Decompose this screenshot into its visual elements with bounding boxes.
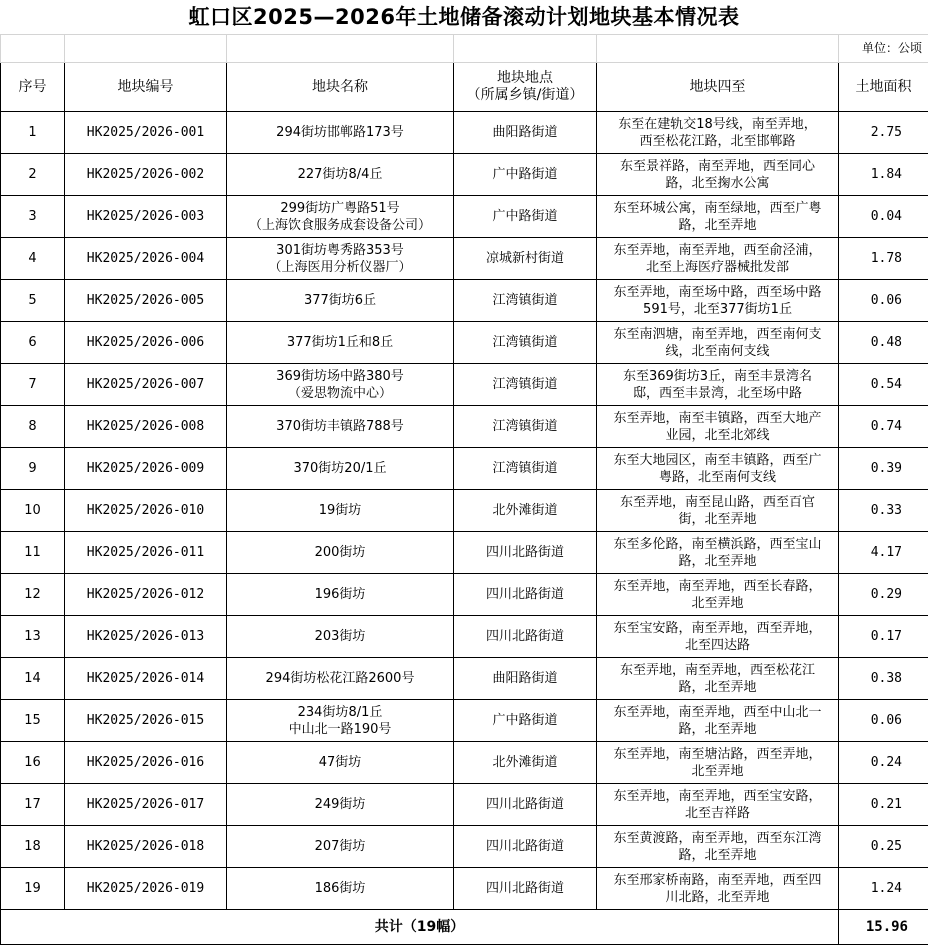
cell-boundary-line1: 东至弄地，南至塘沽路，西至弄地， bbox=[600, 746, 835, 763]
cell-boundary-line1: 东至弄地，南至弄地，西至长春路， bbox=[600, 578, 835, 595]
cell-location: 江湾镇街道 bbox=[454, 322, 597, 364]
table-row bbox=[1, 322, 928, 364]
cell-area: 0.21 bbox=[839, 784, 928, 826]
cell-area: 0.24 bbox=[839, 742, 928, 784]
header-location-line2: （所属乡镇/街道） bbox=[454, 87, 596, 104]
table-row bbox=[1, 196, 928, 238]
cell-boundary bbox=[597, 658, 839, 700]
cell-name-line1: 377街坊6丘 bbox=[227, 292, 453, 309]
cell-area: 0.48 bbox=[839, 322, 928, 364]
cell-name-line1: 294街坊邯郸路173号 bbox=[227, 124, 453, 141]
cell-boundary bbox=[597, 868, 839, 910]
cell-name bbox=[227, 616, 454, 658]
cell-boundary bbox=[597, 826, 839, 868]
cell-boundary-line1: 东至弄地，南至丰镇路，西至大地产 bbox=[600, 410, 835, 427]
cell-location: 曲阳路街道 bbox=[454, 658, 597, 700]
cell-boundary bbox=[597, 784, 839, 826]
table-row bbox=[1, 406, 928, 448]
cell-seq: 1 bbox=[1, 112, 65, 154]
cell-area: 1.78 bbox=[839, 238, 928, 280]
cell-boundary-line2: 路，北至掬水公寓 bbox=[600, 175, 835, 192]
cell-name-line1: 227街坊8/4丘 bbox=[227, 166, 453, 183]
table-row bbox=[1, 280, 928, 322]
cell-name-line1: 207街坊 bbox=[227, 838, 453, 855]
cell-boundary-line1: 东至弄地，南至弄地，西至中山北一 bbox=[600, 704, 835, 721]
cell-code: HK2025/2026-013 bbox=[65, 616, 227, 658]
cell-seq: 6 bbox=[1, 322, 65, 364]
cell-boundary bbox=[597, 700, 839, 742]
cell-location: 江湾镇街道 bbox=[454, 406, 597, 448]
cell-area: 0.54 bbox=[839, 364, 928, 406]
cell-code: HK2025/2026-002 bbox=[65, 154, 227, 196]
cell-code: HK2025/2026-001 bbox=[65, 112, 227, 154]
cell-code: HK2025/2026-017 bbox=[65, 784, 227, 826]
cell-code: HK2025/2026-003 bbox=[65, 196, 227, 238]
cell-name-line1: 47街坊 bbox=[227, 754, 453, 771]
cell-name bbox=[227, 154, 454, 196]
cell-name bbox=[227, 868, 454, 910]
cell-name bbox=[227, 742, 454, 784]
cell-boundary bbox=[597, 238, 839, 280]
cell-boundary-line2: 北至吉祥路 bbox=[600, 805, 835, 822]
cell-name-line1: 301街坊粤秀路353号 bbox=[227, 242, 453, 259]
total-area: 15.96 bbox=[839, 910, 928, 945]
cell-boundary bbox=[597, 532, 839, 574]
cell-seq: 12 bbox=[1, 574, 65, 616]
cell-code: HK2025/2026-005 bbox=[65, 280, 227, 322]
header-name: 地块名称 bbox=[227, 63, 454, 112]
cell-name bbox=[227, 700, 454, 742]
unit-row bbox=[1, 35, 928, 63]
cell-boundary-line2: 北至四达路 bbox=[600, 637, 835, 654]
table-row bbox=[1, 448, 928, 490]
cell-location: 四川北路街道 bbox=[454, 868, 597, 910]
cell-name-line1: 299街坊广粤路51号 bbox=[227, 200, 453, 217]
table-row bbox=[1, 616, 928, 658]
table-row bbox=[1, 574, 928, 616]
cell-seq: 18 bbox=[1, 826, 65, 868]
cell-code: HK2025/2026-010 bbox=[65, 490, 227, 532]
cell-area: 0.25 bbox=[839, 826, 928, 868]
cell-boundary bbox=[597, 574, 839, 616]
cell-boundary-line1: 东至景祥路，南至弄地，西至同心 bbox=[600, 158, 835, 175]
cell-code: HK2025/2026-015 bbox=[65, 700, 227, 742]
cell-name bbox=[227, 196, 454, 238]
cell-boundary-line2: 邸，西至丰景湾，北至场中路 bbox=[600, 385, 835, 402]
cell-boundary-line1: 东至宝安路，南至弄地，西至弄地， bbox=[600, 620, 835, 637]
cell-seq: 3 bbox=[1, 196, 65, 238]
page-title: 虹口区2025—2026年土地储备滚动计划地块基本情况表 bbox=[0, 0, 928, 34]
cell-boundary bbox=[597, 112, 839, 154]
cell-boundary-line1: 东至369街坊3丘，南至丰景湾名 bbox=[600, 368, 835, 385]
cell-name-line1: 19街坊 bbox=[227, 502, 453, 519]
cell-boundary-line2: 路，北至弄地 bbox=[600, 847, 835, 864]
cell-seq: 4 bbox=[1, 238, 65, 280]
cell-boundary-line2: 川北路，北至弄地 bbox=[600, 889, 835, 906]
table-row bbox=[1, 532, 928, 574]
cell-boundary bbox=[597, 616, 839, 658]
cell-boundary-line2: 线，北至南何支线 bbox=[600, 343, 835, 360]
cell-seq: 7 bbox=[1, 364, 65, 406]
cell-seq: 16 bbox=[1, 742, 65, 784]
cell-name bbox=[227, 364, 454, 406]
cell-location: 江湾镇街道 bbox=[454, 448, 597, 490]
cell-boundary-line1: 东至邢家桥南路，南至弄地，西至四 bbox=[600, 872, 835, 889]
table-row bbox=[1, 658, 928, 700]
cell-boundary-line2: 路，北至弄地 bbox=[600, 553, 835, 570]
cell-name bbox=[227, 112, 454, 154]
cell-boundary-line2: 西至松花江路，北至邯郸路 bbox=[600, 133, 835, 150]
cell-boundary-line2: 北至上海医疗器械批发部 bbox=[600, 259, 835, 276]
cell-name-line1: 294街坊松花江路2600号 bbox=[227, 670, 453, 687]
cell-seq: 2 bbox=[1, 154, 65, 196]
cell-code: HK2025/2026-006 bbox=[65, 322, 227, 364]
cell-seq: 11 bbox=[1, 532, 65, 574]
cell-boundary-line2: 路，北至弄地 bbox=[600, 721, 835, 738]
cell-name bbox=[227, 784, 454, 826]
cell-code: HK2025/2026-004 bbox=[65, 238, 227, 280]
cell-boundary bbox=[597, 154, 839, 196]
cell-seq: 15 bbox=[1, 700, 65, 742]
cell-seq: 17 bbox=[1, 784, 65, 826]
cell-name bbox=[227, 490, 454, 532]
cell-code: HK2025/2026-014 bbox=[65, 658, 227, 700]
cell-seq: 8 bbox=[1, 406, 65, 448]
cell-name-line1: 370街坊丰镇路788号 bbox=[227, 418, 453, 435]
cell-location: 北外滩街道 bbox=[454, 490, 597, 532]
cell-location: 广中路街道 bbox=[454, 154, 597, 196]
cell-name-line1: 186街坊 bbox=[227, 880, 453, 897]
cell-name-line2: （上海医用分析仪器厂） bbox=[227, 259, 453, 276]
cell-area: 0.33 bbox=[839, 490, 928, 532]
cell-name-line2: （爱思物流中心） bbox=[227, 385, 453, 402]
cell-location: 四川北路街道 bbox=[454, 616, 597, 658]
table-row bbox=[1, 154, 928, 196]
cell-area: 0.04 bbox=[839, 196, 928, 238]
cell-name-line1: 377街坊1丘和8丘 bbox=[227, 334, 453, 351]
header-code: 地块编号 bbox=[65, 63, 227, 112]
cell-name-line2: （上海饮食服务成套设备公司） bbox=[227, 217, 453, 234]
cell-boundary-line2: 北至弄地 bbox=[600, 763, 835, 780]
cell-name bbox=[227, 448, 454, 490]
cell-area: 0.06 bbox=[839, 700, 928, 742]
cell-name-line1: 203街坊 bbox=[227, 628, 453, 645]
total-row bbox=[1, 910, 928, 945]
cell-location: 广中路街道 bbox=[454, 196, 597, 238]
cell-location: 广中路街道 bbox=[454, 700, 597, 742]
cell-location: 江湾镇街道 bbox=[454, 364, 597, 406]
cell-seq: 5 bbox=[1, 280, 65, 322]
table-row bbox=[1, 238, 928, 280]
cell-boundary bbox=[597, 196, 839, 238]
cell-boundary-line1: 东至南泗塘，南至弄地，西至南何支 bbox=[600, 326, 835, 343]
cell-code: HK2025/2026-007 bbox=[65, 364, 227, 406]
cell-name bbox=[227, 826, 454, 868]
cell-location: 曲阳路街道 bbox=[454, 112, 597, 154]
cell-area: 1.24 bbox=[839, 868, 928, 910]
cell-area: 4.17 bbox=[839, 532, 928, 574]
cell-seq: 9 bbox=[1, 448, 65, 490]
cell-name-line1: 196街坊 bbox=[227, 586, 453, 603]
cell-boundary bbox=[597, 490, 839, 532]
table-row bbox=[1, 490, 928, 532]
cell-boundary-line2: 591号，北至377街坊1丘 bbox=[600, 301, 835, 318]
cell-boundary bbox=[597, 364, 839, 406]
cell-name-line1: 200街坊 bbox=[227, 544, 453, 561]
cell-location: 北外滩街道 bbox=[454, 742, 597, 784]
cell-seq: 13 bbox=[1, 616, 65, 658]
cell-area: 0.29 bbox=[839, 574, 928, 616]
cell-name-line1: 249街坊 bbox=[227, 796, 453, 813]
header-boundary: 地块四至 bbox=[597, 63, 839, 112]
cell-boundary bbox=[597, 406, 839, 448]
table-row bbox=[1, 742, 928, 784]
cell-area: 0.74 bbox=[839, 406, 928, 448]
cell-seq: 14 bbox=[1, 658, 65, 700]
table-row bbox=[1, 826, 928, 868]
cell-boundary-line1: 东至黄渡路，南至弄地，西至东江湾 bbox=[600, 830, 835, 847]
header-location bbox=[454, 63, 597, 112]
cell-location: 江湾镇街道 bbox=[454, 280, 597, 322]
cell-code: HK2025/2026-019 bbox=[65, 868, 227, 910]
cell-boundary-line2: 路，北至弄地 bbox=[600, 679, 835, 696]
cell-boundary-line1: 东至大地园区，南至丰镇路，西至广 bbox=[600, 452, 835, 469]
cell-name-line2: 中山北一路190号 bbox=[227, 721, 453, 738]
cell-name bbox=[227, 658, 454, 700]
cell-name bbox=[227, 322, 454, 364]
cell-area: 1.84 bbox=[839, 154, 928, 196]
total-label: 共计（19幅） bbox=[1, 910, 839, 945]
unit-label: 单位：公顷 bbox=[839, 35, 928, 63]
header-row bbox=[1, 63, 928, 112]
cell-boundary-line1: 东至弄地，南至弄地，西至宝安路， bbox=[600, 788, 835, 805]
cell-name-line1: 234街坊8/1丘 bbox=[227, 704, 453, 721]
cell-area: 0.38 bbox=[839, 658, 928, 700]
cell-boundary-line1: 东至环城公寓，南至绿地，西至广粤 bbox=[600, 200, 835, 217]
header-seq: 序号 bbox=[1, 63, 65, 112]
cell-boundary-line2: 业园，北至北郊线 bbox=[600, 427, 835, 444]
cell-boundary-line2: 街，北至弄地 bbox=[600, 511, 835, 528]
cell-area: 0.39 bbox=[839, 448, 928, 490]
table-row bbox=[1, 784, 928, 826]
table-row bbox=[1, 868, 928, 910]
cell-boundary bbox=[597, 448, 839, 490]
cell-name-line1: 370街坊20/1丘 bbox=[227, 460, 453, 477]
cell-name bbox=[227, 406, 454, 448]
cell-seq: 19 bbox=[1, 868, 65, 910]
table-row bbox=[1, 364, 928, 406]
cell-location: 四川北路街道 bbox=[454, 826, 597, 868]
cell-area: 2.75 bbox=[839, 112, 928, 154]
cell-name bbox=[227, 280, 454, 322]
cell-boundary bbox=[597, 280, 839, 322]
cell-area: 0.06 bbox=[839, 280, 928, 322]
cell-location: 四川北路街道 bbox=[454, 574, 597, 616]
cell-boundary-line2: 粤路，北至南何支线 bbox=[600, 469, 835, 486]
cell-boundary-line1: 东至弄地，南至昆山路，西至百官 bbox=[600, 494, 835, 511]
header-area: 土地面积 bbox=[839, 63, 928, 112]
cell-code: HK2025/2026-009 bbox=[65, 448, 227, 490]
cell-boundary-line2: 北至弄地 bbox=[600, 595, 835, 612]
cell-code: HK2025/2026-016 bbox=[65, 742, 227, 784]
cell-boundary-line1: 东至弄地，南至场中路，西至场中路 bbox=[600, 284, 835, 301]
cell-location: 四川北路街道 bbox=[454, 532, 597, 574]
table-row bbox=[1, 112, 928, 154]
cell-name bbox=[227, 574, 454, 616]
cell-area: 0.17 bbox=[839, 616, 928, 658]
cell-boundary-line1: 东至弄地，南至弄地，西至俞泾浦， bbox=[600, 242, 835, 259]
cell-location: 凉城新村街道 bbox=[454, 238, 597, 280]
cell-boundary-line1: 东至多伦路，南至横浜路，西至宝山 bbox=[600, 536, 835, 553]
cell-boundary bbox=[597, 322, 839, 364]
cell-code: HK2025/2026-018 bbox=[65, 826, 227, 868]
land-plot-table bbox=[0, 34, 928, 945]
header-location-line1: 地块地点 bbox=[454, 70, 596, 87]
cell-code: HK2025/2026-008 bbox=[65, 406, 227, 448]
cell-code: HK2025/2026-011 bbox=[65, 532, 227, 574]
cell-boundary-line2: 路，北至弄地 bbox=[600, 217, 835, 234]
table-row bbox=[1, 700, 928, 742]
cell-name bbox=[227, 238, 454, 280]
cell-boundary bbox=[597, 742, 839, 784]
cell-code: HK2025/2026-012 bbox=[65, 574, 227, 616]
cell-name bbox=[227, 532, 454, 574]
cell-name-line1: 369街坊场中路380号 bbox=[227, 368, 453, 385]
cell-location: 四川北路街道 bbox=[454, 784, 597, 826]
cell-boundary-line1: 东至在建轨交18号线，南至弄地， bbox=[600, 116, 835, 133]
cell-seq: 10 bbox=[1, 490, 65, 532]
cell-boundary-line1: 东至弄地，南至弄地，西至松花江 bbox=[600, 662, 835, 679]
